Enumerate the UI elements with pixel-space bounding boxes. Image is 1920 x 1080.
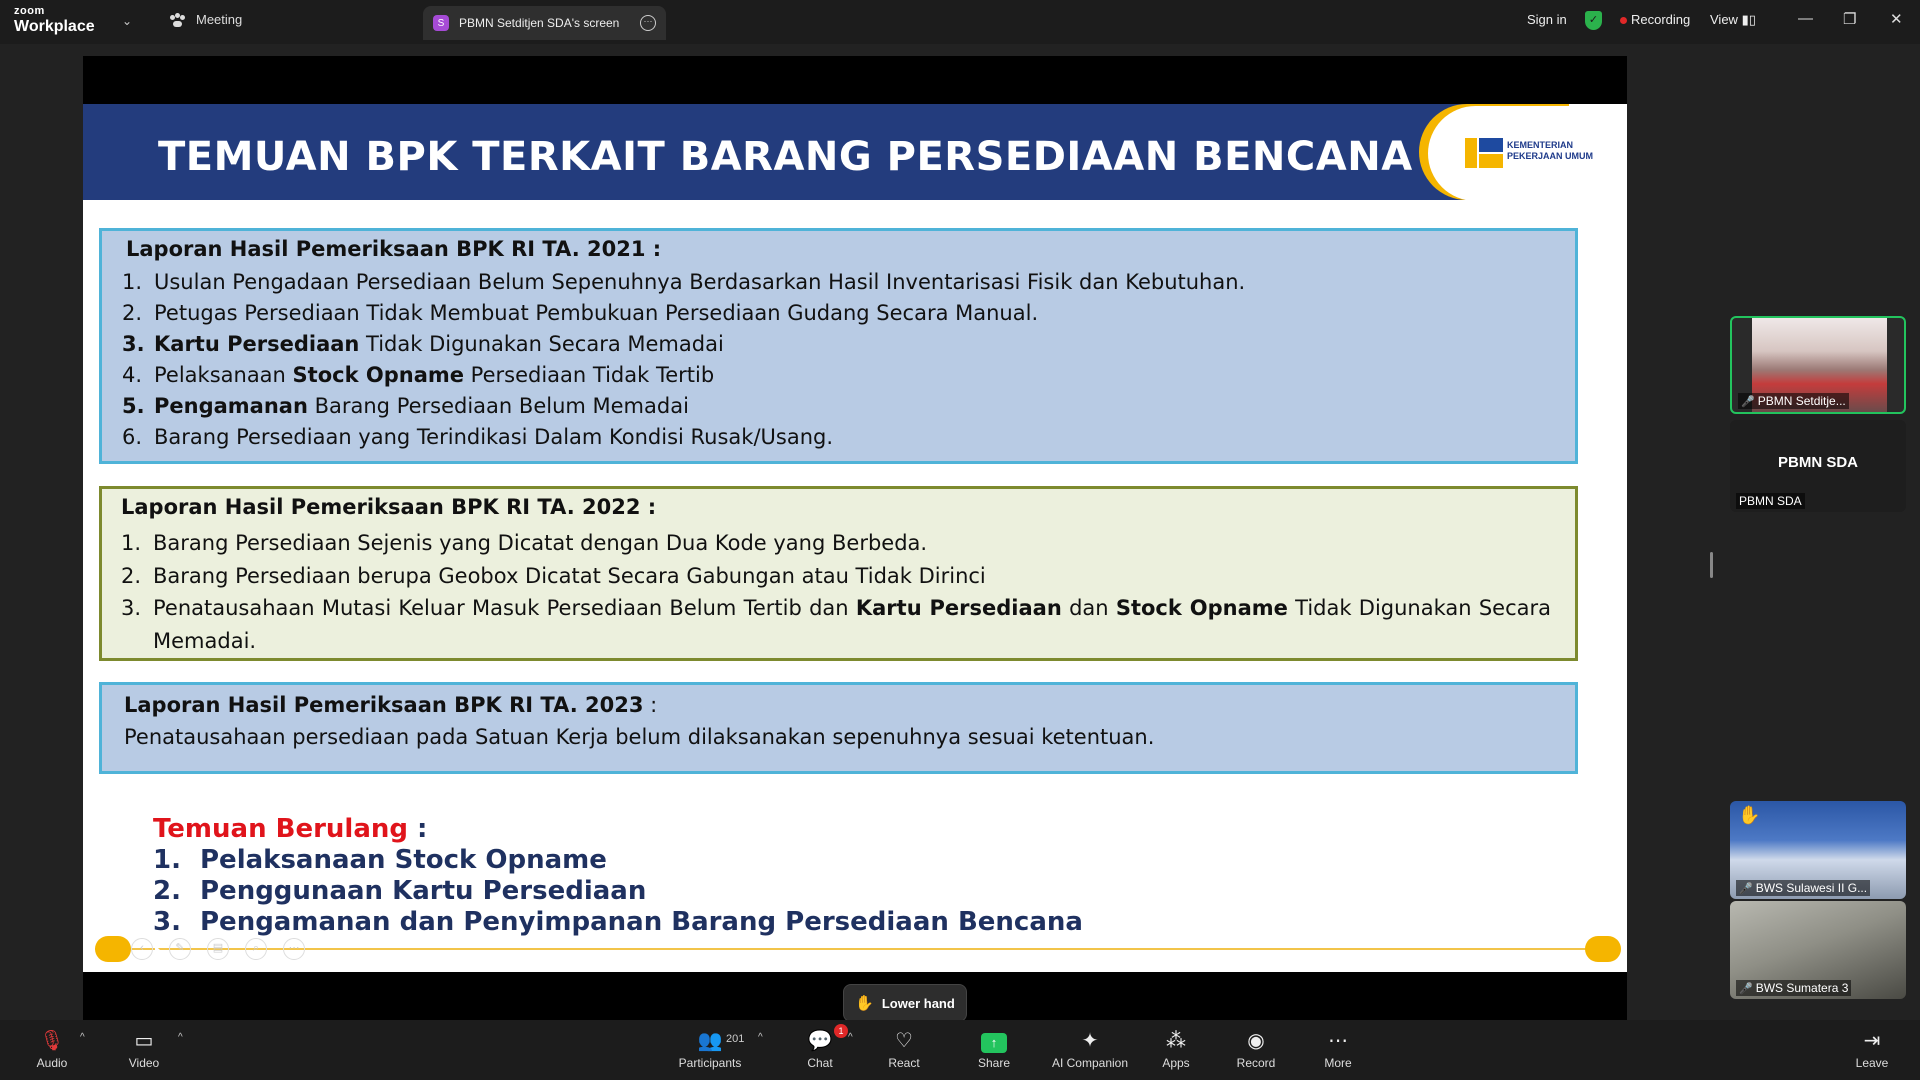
shield-check-icon[interactable]: ✓ <box>1585 11 1602 30</box>
lower-hand-button[interactable] <box>843 984 967 1022</box>
camera-icon: ▭ <box>134 1030 154 1052</box>
record-label: Record <box>1236 1056 1276 1070</box>
list-item <box>122 360 1552 391</box>
share-screen-icon: ↑ <box>974 1028 1014 1054</box>
pu-logo-icon <box>1465 138 1505 168</box>
slideshow-slides-icon[interactable]: ▤ <box>207 938 229 960</box>
text-run: Barang Persediaan Sejenis yang Dicatat dengan Dua Kode yang Berbeda. <box>153 531 928 555</box>
list-item-number: 4. <box>122 363 143 387</box>
share-button[interactable] <box>974 1028 1014 1070</box>
mic-muted-icon: 🎤 <box>1739 983 1753 995</box>
tab-meeting[interactable] <box>170 12 242 27</box>
react-label: React <box>888 1056 920 1070</box>
audio-label: Audio <box>36 1056 68 1070</box>
chat-unread-badge: 1 <box>834 1024 848 1038</box>
participant-name: BWS Sulawesi II G... <box>1755 881 1868 895</box>
sign-in-link[interactable]: Sign in <box>1527 12 1567 27</box>
video-tile-bws-sumatera[interactable] <box>1730 901 1906 999</box>
slide-banner <box>83 104 1523 200</box>
participants-button[interactable] <box>672 1028 748 1070</box>
recording-indicator[interactable] <box>1620 12 1690 27</box>
react-button[interactable] <box>884 1028 924 1070</box>
recurring-findings-colon: : <box>408 814 428 844</box>
list-item-number: 1. <box>121 531 142 555</box>
finding-box-2021 <box>99 228 1578 464</box>
text-run: Barang Persediaan yang Terindikasi Dalam Kondisi Rusak/Usang. <box>154 425 834 449</box>
chevron-down-icon[interactable]: ⌄ <box>122 14 133 28</box>
apps-label: Apps <box>1162 1056 1190 1070</box>
mic-muted-icon: 🎤 <box>1739 883 1753 895</box>
finding-box-2023 <box>99 682 1578 774</box>
list-item-number: 3. <box>121 596 142 620</box>
panel-resize-handle[interactable] <box>1710 552 1713 578</box>
leave-button[interactable] <box>1852 1028 1892 1070</box>
video-label: Video <box>128 1056 160 1070</box>
list-item-number: 3. <box>122 332 145 356</box>
participant-display-name: PBMN SDA <box>1777 454 1858 471</box>
meeting-icon <box>170 13 186 27</box>
box-body-2023: Penatausahaan persediaan pada Satuan Kerja belum dilaksanakan sepenuhnya sesuai ketentuan. <box>124 725 1155 749</box>
participant-name: BWS Sumatera 3 <box>1755 981 1849 995</box>
recording-label: Recording <box>1631 12 1691 27</box>
chat-label: Chat <box>807 1056 833 1070</box>
record-button[interactable] <box>1236 1028 1276 1070</box>
view-grid-icon: ▮▯ <box>1741 12 1756 27</box>
tab-shared-screen[interactable] <box>423 6 666 40</box>
sharer-avatar: S <box>433 15 449 31</box>
logo-line2: PEKERJAAN UMUM <box>1507 151 1594 161</box>
list-item-text <box>153 560 986 593</box>
list-item <box>153 845 1083 876</box>
slideshow-previous-icon[interactable]: ‹ <box>131 938 153 960</box>
recurring-item-text: Penggunaan Kartu Persediaan <box>200 876 647 906</box>
box-heading-2023-colon: : <box>643 693 658 717</box>
zoom-logo[interactable] <box>14 6 95 35</box>
list-item <box>122 391 1552 422</box>
logo-line1: KEMENTERIAN <box>1507 140 1574 150</box>
text-run: Barang Persediaan Belum Memadai <box>307 394 689 418</box>
emphasized-text: Stock Opname <box>1115 596 1288 620</box>
participants-label: Participants <box>678 1056 742 1070</box>
logo-workplace-text: Workplace <box>14 18 95 35</box>
participant-count: 201 <box>726 1033 745 1045</box>
participant-name-label: PBMN SDA <box>1736 493 1805 509</box>
emphasized-text: Pengamanan <box>154 394 308 418</box>
list-item-text <box>154 298 1038 329</box>
list-item-text <box>154 267 1245 298</box>
slide-footer-line <box>95 948 1615 950</box>
more-label: More <box>1324 1056 1352 1070</box>
more-options-icon[interactable]: ··· <box>640 15 656 31</box>
leave-label: Leave <box>1855 1056 1889 1070</box>
sparkle-icon: ✦ <box>1081 1030 1099 1052</box>
list-item-text <box>154 329 724 360</box>
footer-right-ornament <box>1585 936 1621 962</box>
finding-list-2022 <box>121 527 1561 657</box>
video-options-chevron-icon[interactable]: ^ <box>178 1032 183 1043</box>
mic-muted-icon: 🎙 <box>39 1030 65 1052</box>
chat-icon: 💬 1 <box>800 1028 840 1054</box>
text-run: Persediaan Tidak Tertib <box>464 363 715 387</box>
text-run: Pelaksanaan <box>154 363 293 387</box>
list-item-text <box>154 422 833 453</box>
box-heading-2023: Laporan Hasil Pemeriksaan BPK RI TA. 2023 <box>124 693 644 717</box>
hand-icon: ✋ <box>855 995 874 1012</box>
emphasized-text: Kartu Persediaan <box>855 596 1062 620</box>
text-run: Penatausahaan Mutasi Keluar Masuk Persediaan Belum Tertib dan <box>153 596 856 620</box>
list-item-number: 6. <box>122 425 143 449</box>
participant-name-label <box>1736 880 1870 896</box>
text-run: dan <box>1061 596 1116 620</box>
restore-button[interactable]: ❐ <box>1843 11 1857 28</box>
list-item-number: 2. <box>122 301 143 325</box>
video-tile-pbmn-sda[interactable] <box>1730 420 1906 512</box>
audio-options-chevron-icon[interactable]: ^ <box>80 1032 85 1043</box>
leave-icon: ⇥ <box>1863 1030 1881 1052</box>
list-item-text <box>154 360 714 391</box>
chat-button[interactable] <box>800 1026 844 1070</box>
recurring-item-num: 2. <box>153 876 181 906</box>
text-run: Tidak Digunakan Secara Memadai <box>359 332 724 356</box>
recurring-item-num: 3. <box>153 907 181 937</box>
slideshow-more-icon[interactable]: ⋯ <box>283 938 305 960</box>
presentation-slide <box>83 104 1627 972</box>
audio-button[interactable] <box>34 1028 70 1070</box>
ai-companion-button[interactable] <box>1048 1028 1132 1070</box>
meeting-tab-label: Meeting <box>196 12 243 27</box>
raised-hand-icon: ✋ <box>1738 805 1761 825</box>
text-run: Usulan Pengadaan Persediaan Belum Sepenuhnya Berdasarkan Hasil Inventarisasi Fisik dan Kebutuhan. <box>154 270 1246 294</box>
box-heading-2021: Laporan Hasil Pemeriksaan BPK RI TA. 2021 : <box>126 237 662 261</box>
view-button[interactable] <box>1710 12 1756 28</box>
list-item <box>122 422 1552 453</box>
screen-tab-label: PBMN Setditjen SDA's screen <box>459 16 620 30</box>
participant-name: PBMN Setditje... <box>1757 394 1846 408</box>
list-item <box>121 527 1561 560</box>
list-item-number: 1. <box>122 270 143 294</box>
lower-hand-label: Lower hand <box>881 995 955 1011</box>
more-button[interactable] <box>1318 1028 1358 1070</box>
box-heading-2023-row <box>124 693 657 717</box>
apps-button[interactable] <box>1156 1028 1196 1070</box>
meeting-toolbar <box>0 1020 1920 1080</box>
slideshow-zoom-icon[interactable]: ⌕ <box>245 938 267 960</box>
participant-name-label <box>1738 393 1849 409</box>
record-dot-icon <box>1620 17 1627 24</box>
text-run: Tidak Digunakan Secara Memadai. <box>153 596 1551 653</box>
recurring-findings-heading: Temuan Berulang <box>153 814 408 844</box>
recurring-item-text: Pelaksanaan Stock Opname <box>200 845 607 875</box>
ministry-logo-text <box>1507 140 1593 162</box>
recurring-item-text: Pengamanan dan Penyimpanan Barang Persediaan Bencana <box>200 907 1083 937</box>
slideshow-pen-icon[interactable]: ✎ <box>169 938 191 960</box>
list-item <box>153 876 1083 907</box>
list-item-number: 5. <box>122 394 145 418</box>
video-tile-active-speaker[interactable] <box>1730 316 1906 414</box>
slide-title: TEMUAN BPK TERKAIT BARANG PERSEDIAAN BENCANA <box>158 134 1413 180</box>
emphasized-text: Kartu Persediaan <box>154 332 360 356</box>
list-item <box>122 267 1552 298</box>
participants-icon: 👥 201 <box>672 1028 748 1054</box>
minimize-button[interactable]: — <box>1798 10 1813 27</box>
share-label: Share <box>977 1056 1011 1070</box>
list-item-text <box>154 391 689 422</box>
list-item-text <box>153 527 927 560</box>
view-label: View <box>1710 12 1738 27</box>
video-tile-bws-sulawesi[interactable] <box>1730 801 1906 899</box>
emphasized-text: Stock Opname <box>292 363 464 387</box>
footer-left-ornament <box>95 936 131 962</box>
chat-options-chevron-icon[interactable]: ^ <box>848 1032 853 1043</box>
recurring-findings <box>153 814 1083 938</box>
list-item <box>121 560 1561 593</box>
more-icon: ⋯ <box>1328 1030 1348 1052</box>
heart-icon: ♡ <box>895 1030 913 1052</box>
list-item <box>122 329 1552 360</box>
recurring-findings-heading-row <box>153 814 1083 845</box>
mouse-cursor-icon <box>149 942 167 962</box>
text-run: Petugas Persediaan Tidak Membuat Pembukuan Persediaan Gudang Secara Manual. <box>154 301 1039 325</box>
list-item <box>153 907 1083 938</box>
video-button[interactable] <box>126 1028 162 1070</box>
close-button[interactable]: ✕ <box>1890 11 1903 28</box>
recurring-item-num: 1. <box>153 845 181 875</box>
record-icon: ◉ <box>1247 1030 1265 1052</box>
finding-box-2022 <box>99 486 1578 661</box>
text-run: Barang Persediaan berupa Geobox Dicatat Secara Gabungan atau Tidak Dirinci <box>153 563 986 588</box>
title-bar <box>0 0 1920 44</box>
apps-icon: ⁂ <box>1166 1030 1186 1052</box>
list-item-text <box>153 592 1551 657</box>
finding-list-2021 <box>122 267 1552 453</box>
list-item <box>121 592 1561 657</box>
list-item-number: 2. <box>121 563 142 588</box>
ai-companion-label: AI Companion <box>1051 1056 1129 1070</box>
box-heading-2022: Laporan Hasil Pemeriksaan BPK RI TA. 2022 : <box>121 495 657 519</box>
list-item <box>122 298 1552 329</box>
mic-muted-icon: 🎤 <box>1741 396 1755 408</box>
participant-name-label <box>1736 980 1851 996</box>
logo-zoom-text: zoom <box>14 5 45 17</box>
participants-options-chevron-icon[interactable]: ^ <box>758 1032 763 1043</box>
